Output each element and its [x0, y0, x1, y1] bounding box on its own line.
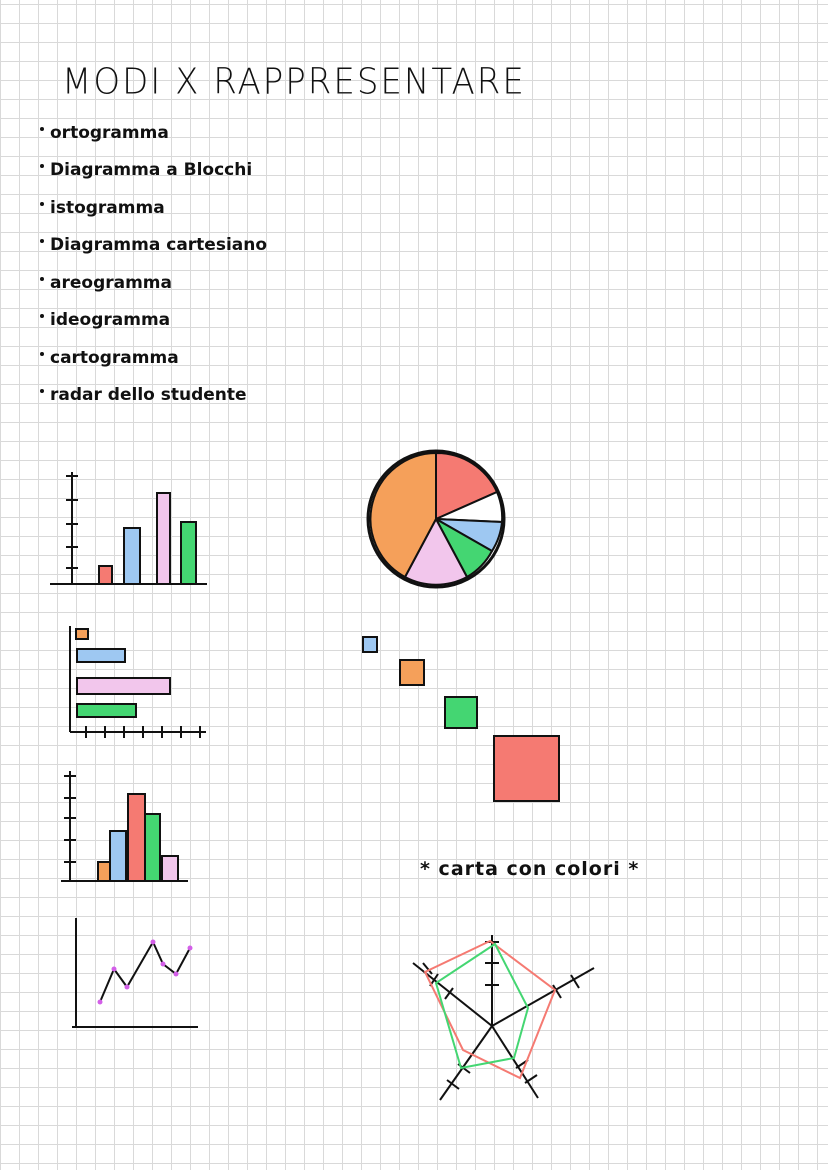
list-item-label: areogramma [50, 272, 172, 293]
list-item-label: Diagramma cartesiano [50, 235, 268, 256]
list-item-label: ideogramma [50, 310, 171, 331]
page-title: MODI X RAPPRESENTARE [62, 61, 526, 103]
note-colored-paper: * carta con colori * [420, 858, 640, 880]
ideogram-squares [363, 637, 559, 801]
histogram-sketch [61, 771, 188, 881]
list-item-label: cartogramma [50, 347, 179, 368]
list-item-label: Diagramma a Blocchi [50, 160, 253, 181]
list-item-label: istogramma [50, 197, 165, 218]
vertical-bar-sketch [50, 472, 207, 584]
list-item-label: ortogramma [50, 122, 169, 143]
radar-sketch [413, 935, 594, 1100]
cartesian-sketch [72, 918, 198, 1027]
pie-sketch [368, 451, 504, 587]
list-item-label: radar dello studente [50, 385, 247, 406]
horizontal-bar-sketch [70, 626, 206, 738]
